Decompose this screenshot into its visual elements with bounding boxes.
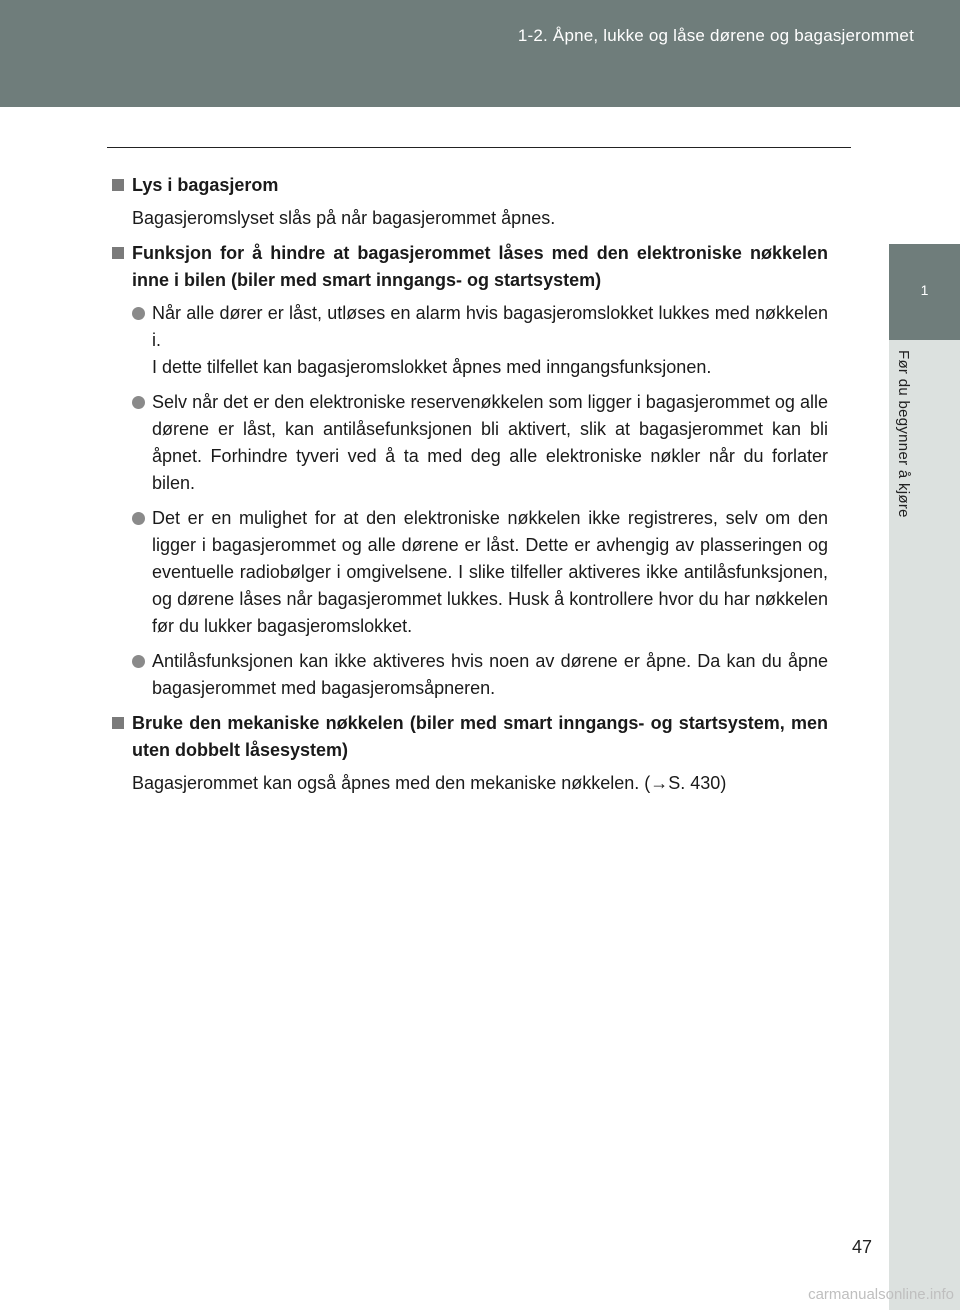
section-heading-text: Bruke den mekaniske nøkkelen (biler med smart inngangs- og startsystem, men uten dobbelt låsesystem) <box>132 713 828 760</box>
list-item-text: Antilåsfunksjonen kan ikke aktiveres hvis noen av dørene er åpne. Da kan du åpne bagasjerommet med bagasjeromsåpneren. <box>152 651 828 698</box>
list-item-text: Selv når det er den elektroniske reservenøkkelen som ligger i bagasjerommet og alle dørene er låst, kan antilåsefunksjonen bli aktivert, slik at bagasjerommet kan bli åpnet. Forhindre tyveri ved å ta med deg alle elektroniske nøkler når du forlater bilen. <box>152 392 828 493</box>
list-item-extra-text: I dette tilfellet kan bagasjeromslokket åpnes med inngangsfunksjonen. <box>152 357 712 377</box>
chapter-tab[interactable] <box>889 244 960 340</box>
section-heading <box>110 240 828 294</box>
list-item <box>110 648 828 702</box>
paragraph: Bagasjerommet kan også åpnes med den mekaniske nøkkelen. (→S. 430) <box>132 773 727 793</box>
list-item <box>110 505 828 640</box>
circle-bullet-icon <box>132 512 145 525</box>
list-item-text: Når alle dører er låst, utløses en alarm hvis bagasjeromslokket lukkes med nøkkelen i. <box>152 303 828 350</box>
circle-bullet-icon <box>132 396 145 409</box>
section-lock-prevention <box>110 240 828 702</box>
square-bullet-icon <box>112 179 124 191</box>
top-rule <box>107 147 851 148</box>
section-mechanical-key <box>110 710 828 797</box>
chapter-number: 1 <box>920 282 929 298</box>
watermark: carmanualsonline.info <box>808 1286 954 1303</box>
list-item <box>110 300 828 381</box>
page-content <box>110 172 828 805</box>
chapter-title: 1-2. Åpne, lukke og låse dørene og bagasjerommet <box>517 26 914 45</box>
chapter-side-label: Før du begynner å kjøre <box>895 350 912 518</box>
section-heading-text: Lys i bagasjerom <box>132 175 279 195</box>
section-heading <box>110 710 828 764</box>
page-number: 47 <box>852 1237 873 1257</box>
header-band <box>0 0 960 107</box>
list-item <box>110 389 828 497</box>
circle-bullet-icon <box>132 655 145 668</box>
section-heading <box>110 172 828 199</box>
section-trunk-light <box>110 172 828 232</box>
section-heading-text: Funksjon for å hindre at bagasjerommet låses med den elektroniske nøkkelen inne i bilen (biler med smart inngangs- og startsystem) <box>132 243 828 290</box>
square-bullet-icon <box>112 717 124 729</box>
circle-bullet-icon <box>132 307 145 320</box>
list-item-text: Det er en mulighet for at den elektroniske nøkkelen ikke registreres, selv om den ligger i bagasjerommet og alle dørene er låst. Dette er avhengig av plasseringen og eventuelle radiobølger i omgivelsene. I slike tilfeller aktiveres ikke antilåsfunksjonen, og dørene låses når bagasjerommet lukkes. Husk å kontrollere hvor du har nøkkelen før du lukker bagasjeromslokket. <box>152 508 828 636</box>
square-bullet-icon <box>112 247 124 259</box>
paragraph: Bagasjeromslyset slås på når bagasjerommet åpnes. <box>132 208 556 228</box>
